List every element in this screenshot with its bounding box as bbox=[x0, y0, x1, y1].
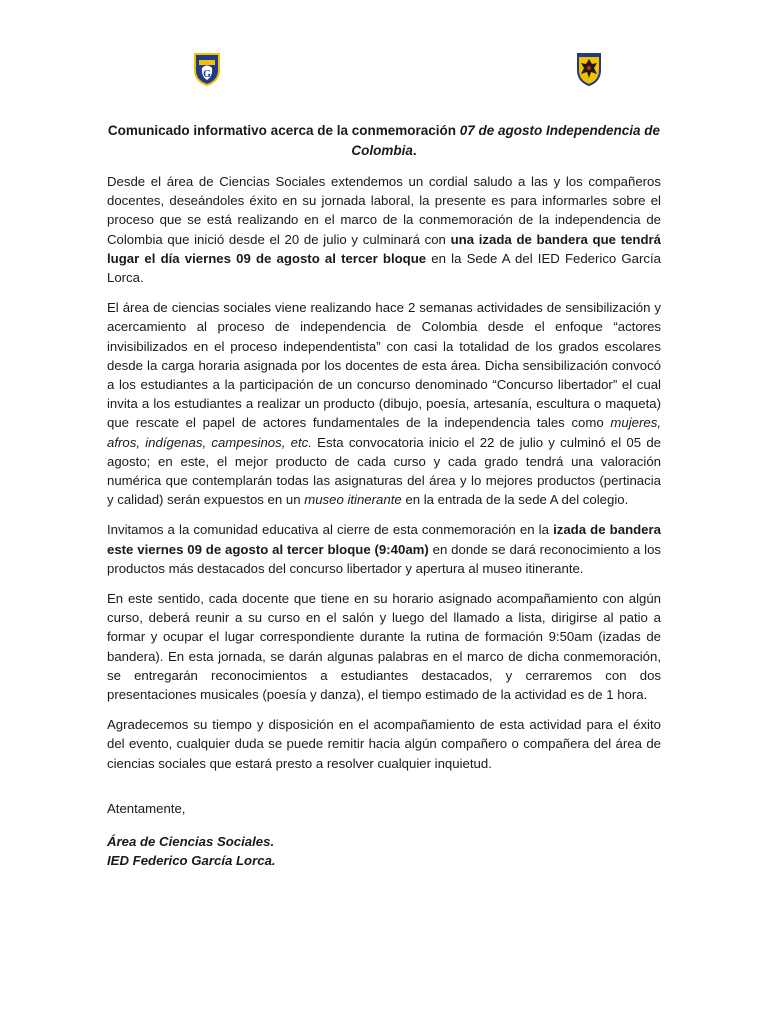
school-crest-icon bbox=[193, 52, 221, 91]
text-run: En este sentido, cada docente que tiene en su horario asignado acompañamiento con algún curso, deberá reunir a su curso en el salón y luego del llamado a lista, dirigirse al patio a formar y ocupar el lugar correspondiente durante la rutina de formación 9:50am (izadas de bandera). En esta jornada, se darán algunas palabras en el marco de dicha conmemoración, se entregarán reconocimientos a estudiantes destacados, y cerraremos con dos presentaciones musicales (poesía y danza), el tiempo estimado de la actividad es de 1 hora. bbox=[107, 591, 661, 703]
city-coat-of-arms-icon bbox=[575, 52, 603, 91]
text-run: en la Sede A del IED Federico García Lorca. bbox=[107, 250, 661, 286]
text-run: en donde se dará reconocimiento a los productos más destacados del concurso libertador y apertura al museo itinerante. bbox=[107, 541, 662, 576]
body-paragraph bbox=[107, 520, 661, 578]
text-run: El área de ciencias sociales viene realizando hace 2 semanas actividades de sensibilización y acercamiento al proceso de independencia de Colombia desde el enfoque “actores invisibilizados en el proceso independentista” con casi la totalidad de los grados escolares desde la carga horaria asignada por los docentes de esta área. Dicha sensibilización convocó a los estudiantes a la participación de un concurso denominado “Concurso libertador” el cual invita a los estudiantes a realizar un producto (dibujo, poesía, artesanía, escultura o maqueta) que rescate el papel de actores fundamentales de la independencia tales como bbox=[107, 300, 661, 431]
closing-block bbox=[107, 799, 661, 870]
title-period: . bbox=[412, 142, 417, 158]
body-paragraph bbox=[107, 715, 661, 773]
text-run: Agradecemos su tiempo y disposición en el acompañamiento de esta actividad para el éxito del evento, cualquier duda se puede remitir hacia algún compañero o compañera del área de ciencias sociales que estará presto a resolver cualquier inquietud. bbox=[107, 717, 661, 771]
text-run: en la entrada de la sede A del colegio. bbox=[401, 492, 629, 508]
italic-run: museo itinerante bbox=[304, 492, 402, 508]
svg-text:G: G bbox=[203, 69, 211, 80]
document-body bbox=[107, 121, 661, 870]
signature bbox=[107, 832, 661, 870]
title-text: Comunicado informativo acerca de la conmemoración bbox=[107, 123, 460, 138]
signature-line-2: IED Federico García Lorca. bbox=[107, 853, 276, 869]
text-run: Desde el área de Ciencias Sociales extendemos un cordial saludo a las y los compañeros docentes, deseándoles éxito en su jornada laboral, la presente es para informarles sobre el proceso que se está realizando en el marco de la conmemoración de la independencia de Colombia que inició desde el 20 de julio y culminará con bbox=[107, 174, 661, 247]
body-paragraph bbox=[107, 589, 661, 704]
body-paragraph bbox=[107, 298, 661, 509]
document-title bbox=[107, 121, 661, 160]
bold-run: una izada de bandera que tendrá lugar el día viernes 09 de agosto al tercer bloque bbox=[107, 231, 662, 266]
title-italic-text: 07 de agosto Independencia de Colombia bbox=[351, 123, 661, 158]
bold-run: izada de bandera este viernes 09 de agosto al tercer bloque (9:40am) bbox=[107, 522, 661, 557]
text-run: Invitamos a la comunidad educativa al cierre de esta conmemoración en la bbox=[107, 522, 554, 538]
italic-run: mujeres, afros, indígenas, campesinos, etc. bbox=[107, 415, 661, 450]
text-run: Esta convocatoria inicio el 22 de julio y culminó el 05 de agosto; en este, el mejor producto de cada curso y cada grado tendrá una valoración numérica que contemplarán todas las asignaturas del área y lo mejores productos (pertinacia y calidad) serán expuestos en un bbox=[107, 434, 661, 508]
signature-line-1: Área de Ciencias Sociales. bbox=[107, 834, 275, 850]
paragraphs-container bbox=[107, 172, 661, 773]
body-paragraph bbox=[107, 172, 661, 287]
closing-salutation: Atentamente, bbox=[107, 800, 186, 816]
